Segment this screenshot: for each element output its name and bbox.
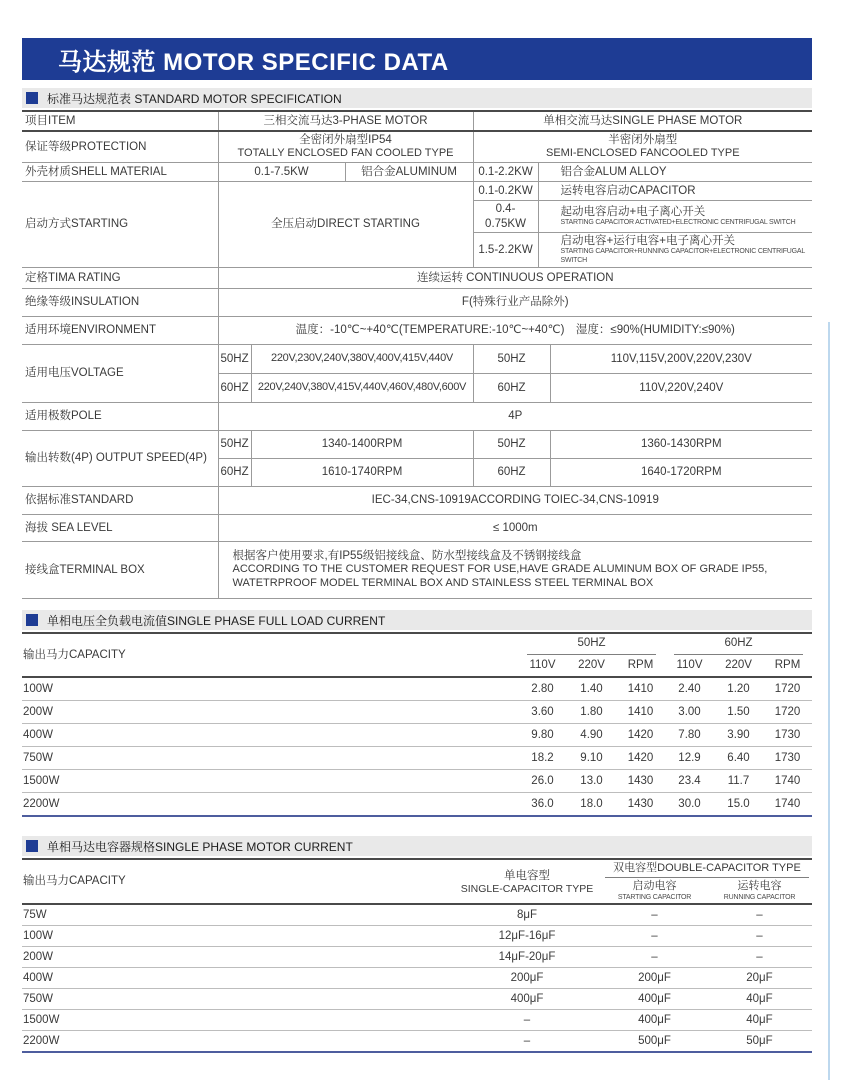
cell-value: 3.00 — [665, 701, 714, 724]
cell-value: 2.80 — [518, 677, 567, 701]
group-header-double-capacitor — [602, 859, 812, 879]
cell-voltage-3ph: 220V,240V,380V,415V,440V,460V,480V,600V — [251, 373, 473, 402]
cell-value: 12.9 — [665, 747, 714, 770]
cell-en: WATETRPROOF MODEL TERMINAL BOX AND STAINLESS STEEL TERMINAL BOX — [232, 576, 654, 589]
cell-freq: 60HZ — [473, 458, 550, 486]
cell-pole-value: 4P — [218, 402, 812, 430]
cell-value: 1740 — [763, 793, 812, 817]
header-zh: 启动电容 — [632, 879, 677, 892]
cell-zh: 启动电容+运行电容+电子离心开关 — [560, 234, 735, 247]
cell-starting-3ph: 全压启动DIRECT STARTING — [218, 182, 473, 268]
col-header: 220V — [714, 655, 763, 677]
table-row — [22, 344, 812, 373]
table-row — [22, 486, 812, 514]
full-load-current-table — [22, 632, 812, 817]
cell-running: 20μF — [707, 968, 812, 989]
header-en: SINGLE-CAPACITOR TYPE — [460, 883, 594, 896]
cell-capacity: 2200W — [22, 1031, 452, 1053]
table-row — [22, 182, 812, 201]
col-header: 220V — [567, 655, 616, 677]
cell-zh: 起动电容启动+电子离心开关 — [560, 205, 706, 218]
row-label-insulation: 绝缘等级INSULATION — [22, 288, 218, 316]
section-title: 标准马达规范表 STANDARD MOTOR SPECIFICATION — [47, 91, 342, 106]
cell-starting-range: 1.5-2.2KW — [473, 232, 538, 267]
table-row — [22, 633, 812, 655]
cell-shell-1ph-material: 铝合金ALUM ALLOY — [538, 163, 812, 182]
table-row — [22, 1010, 812, 1031]
cell-value: 9.80 — [518, 724, 567, 747]
cell-starting-desc: 运转电容启动CAPACITOR — [538, 182, 812, 201]
col-header-starting-capacitor — [602, 879, 707, 904]
cell-environment-value: 温度：-10℃~+40℃(TEMPERATURE:-10℃~+40℃) 湿度：≤90%(HUMIDITY:≤90%) — [218, 316, 812, 344]
cell-running: 40μF — [707, 1010, 812, 1031]
cell-zh: 根据客户使用要求,有IP55级铝接线盒、防水型接线盒及不锈钢接线盒 — [232, 549, 582, 562]
section-bullet-icon — [26, 92, 38, 104]
cell-en: STARTING CAPACITOR ACTIVATED+ELECTRONIC CENTRIFUGAL SWITCH — [560, 219, 796, 227]
table-row — [22, 968, 812, 989]
cell-value: 23.4 — [665, 770, 714, 793]
cell-value: 1720 — [763, 701, 812, 724]
cell-value: 1.80 — [567, 701, 616, 724]
col-header: 110V — [665, 655, 714, 677]
section-standard-spec — [22, 88, 812, 599]
cell-value: 36.0 — [518, 793, 567, 817]
cell-en: ACCORDING TO THE CUSTOMER REQUEST FOR USE,HAVE GRADE ALUMINUM BOX OF GRADE IP55, — [232, 563, 768, 576]
table-row — [22, 770, 812, 793]
cell-value: 18.0 — [567, 793, 616, 817]
cell-value: 1730 — [763, 747, 812, 770]
section-title: 单相马达电容器规格SINGLE PHASE MOTOR CURRENT — [47, 839, 353, 854]
cell-capacity: 400W — [22, 724, 518, 747]
table-row — [22, 316, 812, 344]
col-header: RPM — [763, 655, 812, 677]
cell-capacity: 400W — [22, 968, 452, 989]
cell-capacity: 200W — [22, 947, 452, 968]
cell-value: 6.40 — [714, 747, 763, 770]
cell-running: – — [707, 947, 812, 968]
cell-shell-1ph-range: 0.1-2.2KW — [473, 163, 538, 182]
cell-voltage-1ph: 110V,220V,240V — [550, 373, 812, 402]
cell-capacity: 750W — [22, 747, 518, 770]
cell-value: 1420 — [616, 724, 665, 747]
section-bullet-icon — [26, 840, 38, 852]
cell-freq: 60HZ — [218, 373, 251, 402]
row-label-environment: 适用环境ENVIRONMENT — [22, 316, 218, 344]
table-row — [22, 859, 812, 879]
cell-rating-value: 连续运转 CONTINUOUS OPERATION — [218, 267, 812, 288]
col-header: RPM — [616, 655, 665, 677]
cell-capacity: 750W — [22, 989, 452, 1010]
cell-running: – — [707, 904, 812, 926]
cell-insulation-value: F(特殊行业产品除外) — [218, 288, 812, 316]
col-header-three-phase: 三相交流马达3-PHASE MOTOR — [218, 111, 473, 131]
cell-value: 1410 — [616, 677, 665, 701]
header-zh: 运转电容 — [737, 879, 782, 892]
row-label-shell: 外壳材质SHELL MATERIAL — [22, 163, 218, 182]
cell-speed-3ph: 1610-1740RPM — [251, 458, 473, 486]
table-row — [22, 904, 812, 926]
cell-single: 200μF — [452, 968, 602, 989]
cell-starting-range: 0.1-0.2KW — [473, 182, 538, 201]
cell-value: 7.80 — [665, 724, 714, 747]
table-row — [22, 793, 812, 817]
table-row — [22, 989, 812, 1010]
table-row — [22, 724, 812, 747]
cell-starting-desc — [538, 232, 812, 267]
cell-voltage-1ph: 110V,115V,200V,220V,230V — [550, 344, 812, 373]
page-title-en: MOTOR SPECIFIC DATA — [163, 48, 449, 76]
cell-sea-level-value: ≤ 1000m — [218, 514, 812, 541]
cell-starting-desc — [538, 201, 812, 233]
col-header-capacity: 输出马力CAPACITY — [22, 859, 452, 904]
cell-speed-3ph: 1340-1400RPM — [251, 430, 473, 458]
cell-value: 4.90 — [567, 724, 616, 747]
cell-value: 1.50 — [714, 701, 763, 724]
cell-shell-3ph-material: 铝合金ALUMINUM — [345, 163, 473, 182]
cell-value: 1.40 — [567, 677, 616, 701]
cell-value: 18.2 — [518, 747, 567, 770]
row-label-protection: 保证等级PROTECTION — [22, 131, 218, 163]
cell-single: – — [452, 1031, 602, 1053]
page-header — [22, 38, 812, 80]
row-label-standard: 依据标准STANDARD — [22, 486, 218, 514]
table-row — [22, 267, 812, 288]
header-en: STARTING CAPACITOR — [617, 893, 692, 901]
cell-running: – — [707, 926, 812, 947]
cell-freq: 50HZ — [218, 430, 251, 458]
table-row — [22, 677, 812, 701]
cell-single: – — [452, 1010, 602, 1031]
cell-protection-3ph — [218, 131, 473, 163]
table-row — [22, 402, 812, 430]
table-row — [22, 747, 812, 770]
cell-capacity: 2200W — [22, 793, 518, 817]
cell-single: 12μF-16μF — [452, 926, 602, 947]
section-header — [22, 88, 812, 108]
section-bullet-icon — [26, 614, 38, 626]
table-row — [22, 131, 812, 163]
cell-freq: 50HZ — [473, 430, 550, 458]
cell-voltage-3ph: 220V,230V,240V,380V,400V,415V,440V — [251, 344, 473, 373]
cell-freq: 50HZ — [473, 344, 550, 373]
cell-starting: – — [602, 926, 707, 947]
cell-starting: – — [602, 904, 707, 926]
cell-starting: – — [602, 947, 707, 968]
cell-starting: 400μF — [602, 1010, 707, 1031]
row-label-terminal-box: 接线盒TERMINAL BOX — [22, 541, 218, 598]
table-row — [22, 1031, 812, 1053]
col-header-capacity: 输出马力CAPACITY — [22, 633, 518, 677]
cell-value: 2.40 — [665, 677, 714, 701]
group-label: 50HZ — [527, 634, 656, 654]
section-title: 单相电压全负载电流值SINGLE PHASE FULL LOAD CURRENT — [47, 613, 386, 628]
table-row — [22, 288, 812, 316]
table-row — [22, 541, 812, 598]
group-header-50hz — [518, 633, 665, 655]
cell-value: 9.10 — [567, 747, 616, 770]
cell-running: 40μF — [707, 989, 812, 1010]
cell-value: 1720 — [763, 677, 812, 701]
cell-starting: 200μF — [602, 968, 707, 989]
page-edge-accent — [828, 322, 830, 1080]
cell-starting: 500μF — [602, 1031, 707, 1053]
cell-starting-range: 0.4-0.75KW — [473, 201, 538, 233]
cell-en: SEMI-ENCLOSED FANCOOLED TYPE — [545, 147, 740, 160]
section-full-load-current — [22, 610, 812, 817]
row-label-sea-level: 海拔 SEA LEVEL — [22, 514, 218, 541]
cell-protection-1ph — [473, 131, 812, 163]
cell-freq: 50HZ — [218, 344, 251, 373]
col-header-item: 项目ITEM — [22, 111, 218, 131]
section-header — [22, 836, 812, 856]
header-zh: 单电容型 — [504, 869, 550, 882]
cell-value: 1420 — [616, 747, 665, 770]
cell-en: STARTING CAPACITOR+RUNNING CAPACITOR+ELECTRONIC CENTRIFUGAL SWITCH — [560, 248, 805, 264]
cell-value: 3.60 — [518, 701, 567, 724]
cell-zh: 全密闭外扇型IP54 — [299, 134, 392, 146]
cell-speed-1ph: 1640-1720RPM — [550, 458, 812, 486]
cell-capacity: 1500W — [22, 770, 518, 793]
cell-value: 1430 — [616, 770, 665, 793]
cell-freq: 60HZ — [218, 458, 251, 486]
cell-single: 14μF-20μF — [452, 947, 602, 968]
cell-en: TOTALLY ENCLOSED FAN COOLED TYPE — [237, 147, 454, 160]
group-header-60hz — [665, 633, 812, 655]
cell-value: 26.0 — [518, 770, 567, 793]
cell-value: 1.20 — [714, 677, 763, 701]
standard-spec-table — [22, 110, 812, 599]
section-capacitor-spec — [22, 836, 812, 1053]
section-header — [22, 610, 812, 630]
cell-speed-1ph: 1360-1430RPM — [550, 430, 812, 458]
cell-value: 11.7 — [714, 770, 763, 793]
cell-shell-3ph-range: 0.1-7.5KW — [218, 163, 345, 182]
header-en: RUNNING CAPACITOR — [723, 893, 796, 901]
cell-running: 50μF — [707, 1031, 812, 1053]
table-row — [22, 701, 812, 724]
cell-freq: 60HZ — [473, 373, 550, 402]
cell-starting: 400μF — [602, 989, 707, 1010]
row-label-starting: 启动方式STARTING — [22, 182, 218, 268]
cell-value: 1430 — [616, 793, 665, 817]
cell-terminal-box — [218, 541, 812, 598]
cell-capacity: 1500W — [22, 1010, 452, 1031]
cell-single: 8μF — [452, 904, 602, 926]
table-row — [22, 926, 812, 947]
cell-value: 3.90 — [714, 724, 763, 747]
row-label-pole: 适用极数POLE — [22, 402, 218, 430]
row-label-speed: 输出转数(4P) OUTPUT SPEED(4P) — [22, 430, 218, 486]
cell-standard-value: IEC-34,CNS-10919ACCORDING TOIEC-34,CNS-10919 — [218, 486, 812, 514]
group-label: 60HZ — [674, 634, 803, 654]
cell-zh: 半密闭外扇型 — [608, 134, 678, 146]
cell-value: 1410 — [616, 701, 665, 724]
page-title-zh: 马达规范 — [58, 48, 156, 76]
cell-value: 1730 — [763, 724, 812, 747]
cell-value: 13.0 — [567, 770, 616, 793]
row-label-rating: 定格TIMA RATING — [22, 267, 218, 288]
cell-value: 30.0 — [665, 793, 714, 817]
cell-value: 1740 — [763, 770, 812, 793]
cell-capacity: 100W — [22, 926, 452, 947]
cell-value: 15.0 — [714, 793, 763, 817]
page-title — [22, 42, 449, 77]
cell-capacity: 100W — [22, 677, 518, 701]
col-header-single-phase: 单相交流马达SINGLE PHASE MOTOR — [473, 111, 812, 131]
table-row — [22, 947, 812, 968]
col-header: 110V — [518, 655, 567, 677]
table-row — [22, 430, 812, 458]
cell-capacity: 75W — [22, 904, 452, 926]
table-row — [22, 514, 812, 541]
group-label: 双电容型DOUBLE-CAPACITOR TYPE — [605, 861, 809, 878]
col-header-running-capacitor — [707, 879, 812, 904]
cell-single: 400μF — [452, 989, 602, 1010]
cell-capacity: 200W — [22, 701, 518, 724]
row-label-voltage: 适用电压VOLTAGE — [22, 344, 218, 402]
col-header-single-capacitor — [452, 859, 602, 904]
table-row — [22, 111, 812, 131]
table-row — [22, 163, 812, 182]
capacitor-spec-table — [22, 858, 812, 1053]
